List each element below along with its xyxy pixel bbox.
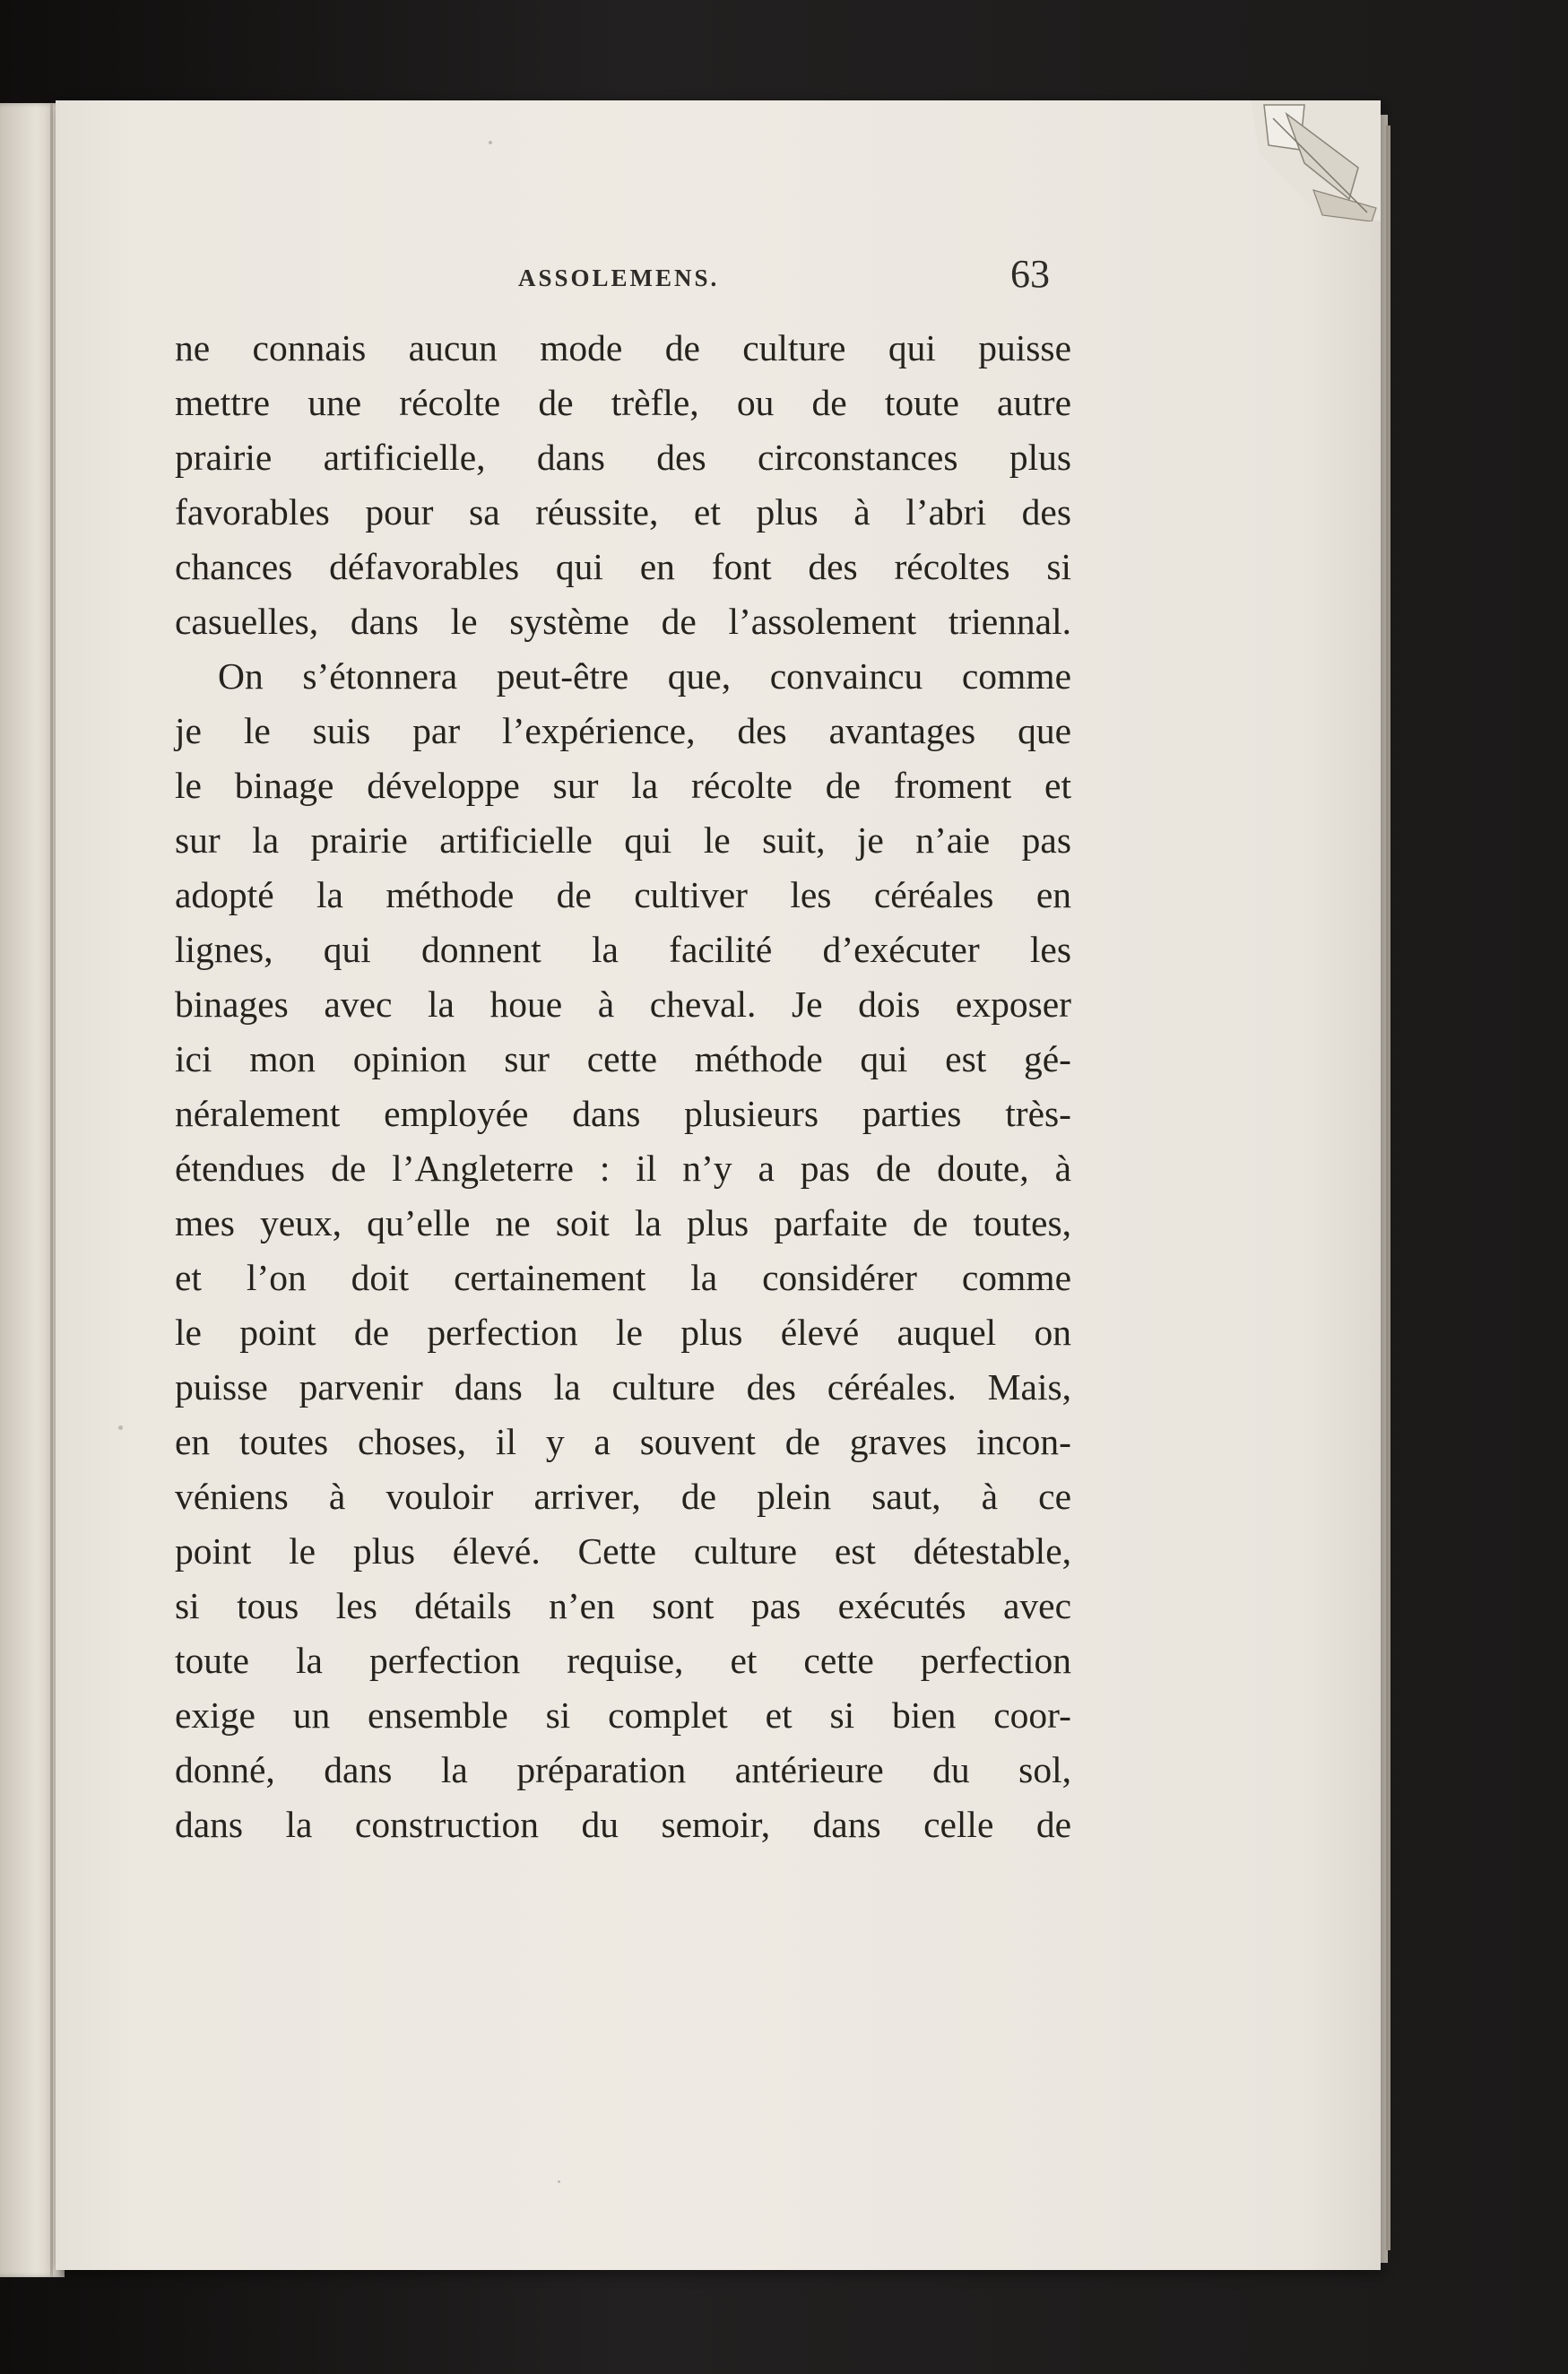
text-line: point le plus élevé. Cette culture est détestable,	[175, 1530, 1071, 1572]
foxing-speck	[118, 1425, 123, 1430]
page-number: 63	[1010, 252, 1050, 296]
foxing-speck	[489, 141, 492, 144]
text-line: ne connais aucun mode de culture qui puisse	[175, 327, 1071, 368]
body-text	[175, 321, 1071, 1852]
text-line: véniens à vouloir arriver, de plein saut, à ce	[175, 1476, 1071, 1517]
text-line-paragraph-start: On s’étonnera peut-être que, convaincu comme	[218, 655, 1071, 697]
text-line: je le suis par l’expérience, des avantages que	[175, 710, 1071, 751]
text-line: chances défavorables qui en font des récoltes si	[175, 546, 1071, 587]
text-line: et l’on doit certainement la considérer comme	[175, 1257, 1071, 1298]
page-stack-edge-shadow	[1386, 126, 1390, 2250]
text-line: favorables pour sa réussite, et plus à l’abri des	[175, 491, 1071, 533]
text-line: toute la perfection requise, et cette perfection	[175, 1640, 1071, 1681]
binding-line	[50, 103, 53, 2277]
text-line: casuelles, dans le système de l’assolement triennal.	[175, 601, 1071, 642]
text-line: lignes, qui donnent la facilité d’exécuter les	[175, 929, 1071, 970]
text-line: dans la construction du semoir, dans celle de	[175, 1804, 1071, 1845]
text-line: le point de perfection le plus élevé auquel on	[175, 1312, 1071, 1353]
foxing-speck	[558, 2180, 560, 2183]
folded-page-corner	[1251, 100, 1381, 221]
text-line: étendues de l’Angleterre : il n’y a pas de doute, à	[175, 1148, 1071, 1189]
text-line: exige un ensemble si complet et si bien coor-	[175, 1694, 1071, 1736]
text-line: puisse parvenir dans la culture des céréales. Mais,	[175, 1366, 1071, 1408]
text-line: néralement employée dans plusieurs parties très-	[175, 1093, 1071, 1134]
text-line: mes yeux, qu’elle ne soit la plus parfaite de toutes,	[175, 1202, 1071, 1243]
running-title: ASSOLEMENS.	[518, 264, 720, 291]
text-line: sur la prairie artificielle qui le suit, je n’aie pas	[175, 819, 1071, 861]
text-line: le binage développe sur la récolte de froment et	[175, 765, 1071, 806]
text-line: si tous les détails n’en sont pas exécutés avec	[175, 1585, 1071, 1626]
text-line: donné, dans la préparation antérieure du sol,	[175, 1749, 1071, 1790]
text-line: prairie artificielle, dans des circonstances plus	[175, 437, 1071, 478]
text-line: en toutes choses, il y a souvent de graves incon-	[175, 1421, 1071, 1462]
text-line: adopté la méthode de cultiver les céréales en	[175, 874, 1071, 915]
text-line: ici mon opinion sur cette méthode qui est gé-	[175, 1038, 1071, 1079]
text-line: mettre une récolte de trèfle, ou de toute autre	[175, 382, 1071, 423]
text-line: binages avec la houe à cheval. Je dois exposer	[175, 983, 1071, 1025]
